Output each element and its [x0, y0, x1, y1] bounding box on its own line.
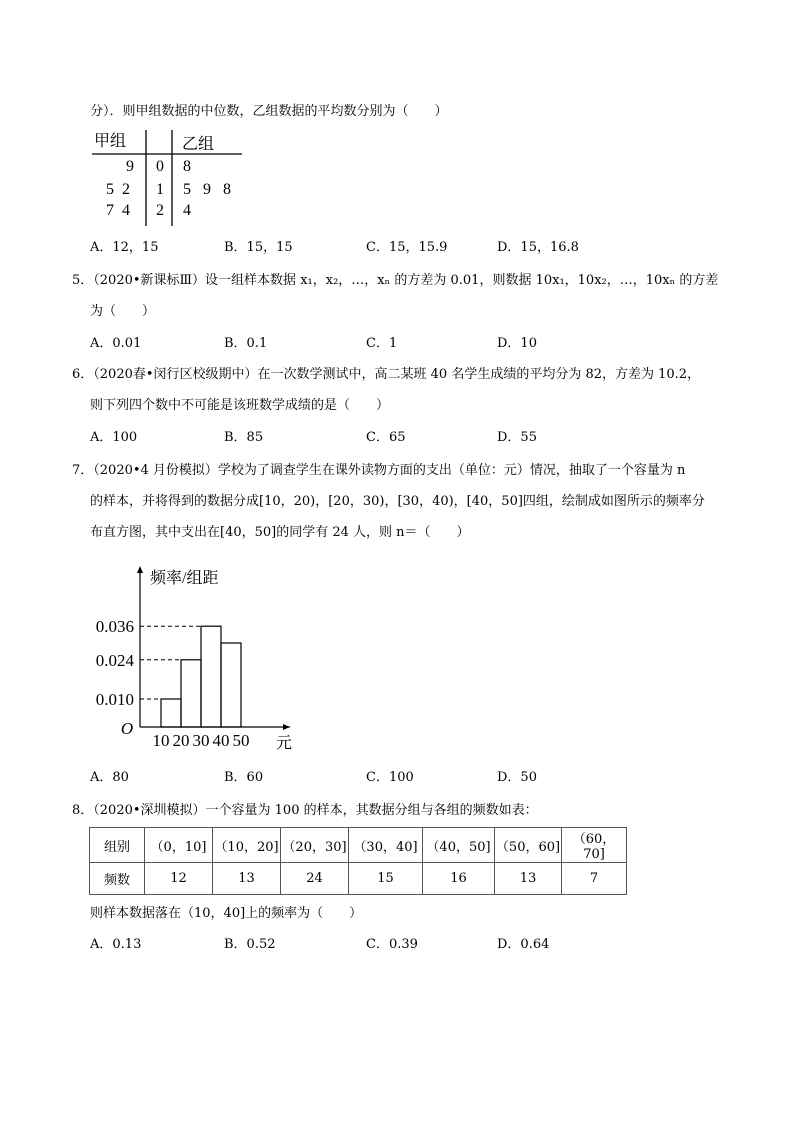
y-axis-arrow: [137, 566, 143, 573]
option-b[interactable]: B．0.52: [224, 937, 276, 952]
option-a[interactable]: A．0.01: [90, 336, 142, 351]
count-cell: 16: [423, 863, 495, 895]
group-cell: （40，50]: [423, 828, 495, 863]
histogram-bar: [181, 660, 201, 727]
y-tick-label: 0.010: [95, 690, 134, 709]
leaf-right: 8: [183, 158, 191, 175]
option-d[interactable]: D．0.64: [497, 937, 550, 952]
q8-stem-line2: 则样本数据落在（10，40]上的频率为（ ）: [90, 906, 363, 921]
group-cell: （10，20]: [213, 828, 281, 863]
count-cell: 7: [562, 863, 627, 895]
group-cell: （50，60]: [495, 828, 562, 863]
q6-stem-line2: 则下列四个数中不可能是该班数学成绩的是（ ）: [90, 398, 390, 413]
q5-stem-line1: 5．（2020•新课标Ⅲ）设一组样本数据 x₁，x₂，…，xₙ 的方差为 0.01，则数据 10x₁，10x₂，…，10xₙ 的方差: [72, 273, 719, 288]
count-cell: 24: [281, 863, 349, 895]
y-tick-label: 0.036: [95, 617, 134, 637]
group-cell: （30，40]: [349, 828, 423, 863]
leaf-left: 5 2: [106, 181, 130, 198]
row-header: 频数: [90, 863, 145, 895]
q8-stem-line1: 8．（2020•深圳模拟）一个容量为 100 的样本，其数据分组与各组的频数如表：: [72, 803, 538, 818]
option-d[interactable]: D．50: [497, 770, 537, 785]
group-cell: （60，70]: [562, 828, 627, 863]
count-cell: 15: [349, 863, 423, 895]
x-axis-arrow: [283, 724, 290, 730]
y-tick-label: 0.024: [95, 650, 134, 670]
histogram-bar: [201, 626, 221, 727]
leaf-right: 4: [183, 202, 191, 219]
q5-options: [90, 335, 650, 353]
option-d[interactable]: D．55: [497, 430, 537, 445]
q7-options: [90, 769, 650, 787]
frequency-table: [89, 827, 627, 895]
leaf-left: 9: [126, 158, 134, 175]
x-tick-label: 30: [192, 731, 210, 750]
option-a[interactable]: A．12，15: [90, 240, 159, 255]
q8-options: [90, 936, 650, 954]
option-d[interactable]: D．10: [497, 336, 537, 351]
x-tick-label: 50: [232, 731, 250, 750]
x-tick-label: 20: [172, 731, 190, 750]
q4-stem: 分）．则甲组数据的中位数，乙组数据的平均数分别为（ ）: [90, 104, 448, 119]
row-header: 组别: [90, 828, 145, 863]
option-c[interactable]: C．65: [366, 430, 406, 445]
origin-label: O: [120, 719, 134, 738]
x-axis-label: 元: [276, 735, 293, 752]
q7-stem-line3: 布直方图，其中支出在[40，50]的同学有 24 人，则 n＝（ ）: [90, 525, 470, 540]
q5-stem-line2: 为（ ）: [90, 304, 156, 319]
count-cell: 13: [495, 863, 562, 895]
histogram-canvas: [90, 560, 310, 755]
option-c[interactable]: C．0.39: [366, 937, 418, 952]
stem: 1: [156, 181, 164, 198]
option-b[interactable]: B．60: [224, 770, 264, 785]
right-group-header: 乙组: [182, 136, 215, 153]
q6-stem-line1: 6．（2020春•闵行区校级期中）在一次数学测试中，高二某班 40 名学生成绩的平均分为 82，方差为 10.2，: [72, 367, 701, 382]
q7-stem-line2: 的样本，并将得到的数据分成[10，20)，[20，30)，[30，40)，[40，50]四组，绘制成如图所示的频率分: [90, 494, 705, 509]
left-group-header: 甲组: [94, 133, 127, 150]
option-c[interactable]: C．100: [366, 770, 414, 785]
option-c[interactable]: C．1: [366, 336, 398, 351]
histogram-bar: [221, 643, 241, 727]
leaf-left: 7 4: [106, 202, 130, 219]
group-cell: （20，30]: [281, 828, 349, 863]
count-cell: 12: [145, 863, 213, 895]
q6-options: [90, 429, 650, 447]
option-a[interactable]: A．100: [90, 430, 138, 445]
option-c[interactable]: C．15，15.9: [366, 240, 448, 255]
table-row: [90, 863, 627, 895]
table-row: [90, 828, 627, 863]
leaf-right: 5 9 8: [183, 181, 231, 198]
option-d[interactable]: D．15，16.8: [497, 240, 579, 255]
x-tick-label: 40: [212, 731, 230, 750]
stem: 2: [156, 202, 164, 219]
count-cell: 13: [213, 863, 281, 895]
option-a[interactable]: A．0.13: [90, 937, 142, 952]
option-b[interactable]: B．0.1: [224, 336, 268, 351]
group-cell: （0，10]: [145, 828, 213, 863]
stem-and-leaf-plot: [92, 128, 252, 228]
option-b[interactable]: B．85: [224, 430, 264, 445]
stem: 0: [156, 158, 164, 175]
option-b[interactable]: B．15，15: [224, 240, 293, 255]
q4-options: [90, 239, 650, 257]
q7-stem-line1: 7．（2020•4 月份模拟）学校为了调查学生在课外读物方面的支出（单位：元）情况，抽取了一个容量为 n: [72, 463, 686, 478]
frequency-histogram: [90, 560, 310, 759]
y-axis-label: 频率/组距: [150, 570, 219, 587]
option-a[interactable]: A．80: [90, 770, 129, 785]
histogram-bar: [161, 699, 181, 727]
x-tick-label: 10: [152, 731, 170, 750]
